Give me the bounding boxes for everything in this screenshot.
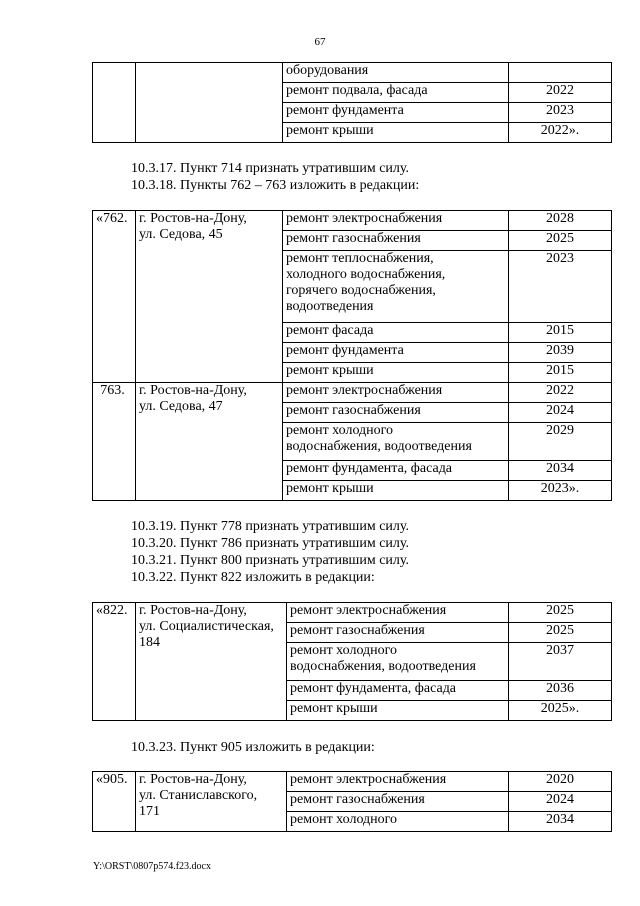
table-row [93,603,612,623]
address-line: ул. Социалистическая, [139,619,274,634]
address-line: ул. Станиславского, [139,788,258,803]
work-cell: ремонт газоснабжения [283,403,509,423]
year-cell: 2024 [509,792,612,812]
table-905 [92,771,612,832]
num-cell: 763. [93,383,136,501]
paragraph-item: 10.3.23. Пункт 905 изложить в редакции: [131,740,375,755]
year-cell: 2036 [509,681,612,701]
work-cell [287,643,509,681]
work-cell: ремонт подвала, фасада [283,83,509,103]
work-line: горячего водоснабжения, [286,283,436,298]
address-cell [136,772,287,832]
work-line: ремонт холодного [290,643,398,658]
paragraph-item: 10.3.22. Пункт 822 изложить в редакции: [131,570,375,585]
paragraph-group [131,518,409,586]
address-cell [136,383,283,501]
work-cell: ремонт фундамента [283,103,509,123]
year-cell [509,63,612,83]
year-cell: 2022 [509,383,612,403]
paragraph-item: 10.3.17. Пункт 714 признать утратившим силу. [131,161,409,176]
year-cell: 2025 [509,623,612,643]
address-line: 171 [139,804,160,819]
year-cell: 2025». [509,701,612,721]
address-line: 184 [139,635,160,650]
table-continued [92,62,612,143]
work-cell: ремонт газоснабжения [283,231,509,251]
year-cell: 2034 [509,461,612,481]
year-cell: 2028 [509,211,612,231]
work-line: водоснабжения, водоотведения [286,439,472,454]
work-cell: ремонт крыши [287,701,509,721]
year-cell: 2029 [509,423,612,461]
paragraph-item: 10.3.18. Пункты 762 – 763 изложить в редакции: [131,178,420,193]
work-cell: ремонт холодного [287,812,509,832]
paragraph-item: 10.3.19. Пункт 778 признать утратившим силу. [131,519,409,534]
address-cell [136,63,283,143]
year-cell: 2015 [509,363,612,383]
page-number: 67 [314,36,326,48]
work-cell: ремонт крыши [283,123,509,143]
address-line: ул. Седова, 45 [139,227,223,242]
work-cell: ремонт электроснабжения [283,211,509,231]
year-cell: 2023 [509,251,612,323]
table-822 [92,602,612,721]
work-cell: оборудования [283,63,509,83]
table-row [93,772,612,792]
work-cell: ремонт крыши [283,481,509,501]
year-cell: 2023 [509,103,612,123]
paragraph-group [131,739,375,756]
year-cell: 2022». [509,123,612,143]
work-line: холодного водоснабжения, [286,267,446,282]
num-cell: «762. [93,211,136,383]
year-cell: 2025 [509,231,612,251]
work-cell [283,423,509,461]
work-cell: ремонт фундамента, фасада [283,461,509,481]
footer-file-path: Y:\ORST\0807p574.f23.docx [93,861,211,872]
work-cell [283,251,509,323]
year-cell: 2039 [509,343,612,363]
year-cell: 2020 [509,772,612,792]
work-cell: ремонт фасада [283,323,509,343]
year-cell: 2023». [509,481,612,501]
work-cell: ремонт крыши [283,363,509,383]
address-cell [136,603,287,721]
paragraph-group [131,160,419,194]
address-cell [136,211,283,383]
year-cell: 2015 [509,323,612,343]
year-cell: 2024 [509,403,612,423]
work-line: ремонт холодного [286,423,394,438]
num-cell [93,63,136,143]
table-row [93,383,612,403]
work-line: водоснабжения, водоотведения [290,659,476,674]
year-cell: 2037 [509,643,612,681]
address-line: г. Ростов-на-Дону, [139,772,247,787]
address-line: г. Ростов-на-Дону, [139,211,247,226]
address-line: г. Ростов-на-Дону, [139,603,247,618]
work-cell: ремонт электроснабжения [287,772,509,792]
year-cell: 2034 [509,812,612,832]
work-cell: ремонт фундамента [283,343,509,363]
work-line: ремонт теплоснабжения, [286,251,434,266]
work-cell: ремонт фундамента, фасада [287,681,509,701]
address-line: г. Ростов-на-Дону, [139,383,247,398]
num-cell: «905. [93,772,136,832]
paragraph-item: 10.3.21. Пункт 800 признать утратившим силу. [131,553,409,568]
paragraph-item: 10.3.20. Пункт 786 признать утратившим силу. [131,536,409,551]
address-line: ул. Седова, 47 [139,399,223,414]
table-762-763 [92,210,612,501]
table-row [93,63,612,83]
table-row [93,211,612,231]
num-cell: «822. [93,603,136,721]
work-cell: ремонт газоснабжения [287,792,509,812]
work-line: водоотведения [286,299,374,314]
work-cell: ремонт электроснабжения [283,383,509,403]
year-cell: 2025 [509,603,612,623]
work-cell: ремонт электроснабжения [287,603,509,623]
year-cell: 2022 [509,83,612,103]
work-cell: ремонт газоснабжения [287,623,509,643]
